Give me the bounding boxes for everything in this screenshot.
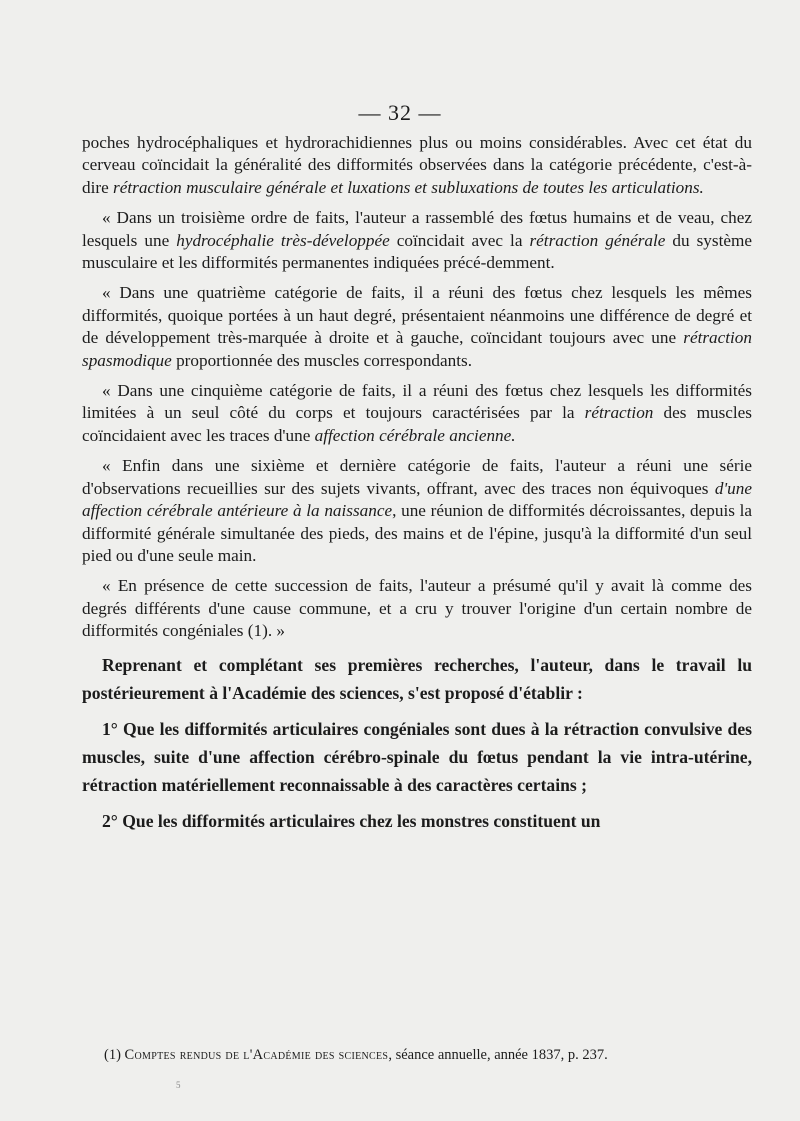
italic-text: rétraction: [584, 403, 654, 423]
paragraph-text: du système musculaire et les difformités permanentes indiquées précé-demment.: [82, 230, 752, 273]
paragraph-text: des muscles coïncidaient avec les traces d'une: [82, 403, 752, 445]
page-number: — 32 —: [358, 100, 442, 125]
italic-text: rétraction générale: [529, 230, 666, 250]
footnote-text: , séance annuelle, année 1837, p. 237.: [388, 1047, 608, 1063]
paragraph-7: Reprenant et complétant ses premières recherches, l'auteur, dans le travail lu postérieurement à l'Académie des sciences, s'est proposé d'établir :: [82, 654, 752, 703]
paragraph-text: , une réunion de difformités décroissantes, depuis la difformité générale simultanée des pieds, des mains et de l'épine, jusqu'à la difformité d'un seul pied ou d'une seule main.: [82, 501, 753, 565]
italic-text: rétraction musculaire générale et luxations et subluxations de toutes les articulations.: [113, 177, 704, 197]
paragraph-5: [82, 455, 752, 567]
paragraph-text: « Enfin dans une sixième et dernière catégorie de faits, l'auteur a réuni une série d'observations recueillies sur des sujets vivants, offrant, avec des traces non équivoques: [82, 456, 752, 498]
italic-text: hydrocéphalie très-développée: [176, 230, 390, 250]
paragraph-text: poches hydrocéphaliques et hydrorachidiennes plus ou moins considérables. Avec cet état du cerveau coïncidait la généralité des difformités observées dans la catégorie précédente, c'est-à-dire: [82, 133, 752, 197]
footnote-mark: (1): [104, 1047, 125, 1063]
paragraph-3: [82, 282, 752, 372]
paragraph-6: [82, 575, 752, 642]
paragraph-text: « En présence de cette succession de faits, l'auteur a présumé qu'il y avait là comme des degrés différents d'une cause commune, et a cru y trouver l'origine d'un certain nombre de difformités congéniales (1). »: [82, 576, 752, 641]
paragraph-4: [82, 380, 752, 447]
paragraph-text: proportionnée des muscles correspondants.: [171, 350, 472, 370]
body-text: [82, 132, 752, 843]
paragraph-9: 2° Que les difformités articulaires chez les monstres constituent un: [102, 810, 601, 831]
paragraph-text: « Dans une quatrième catégorie de faits, il a réuni des fœtus chez lesquels les mêmes difformités, quoique portées à un haut degré, présentaient néanmoins une différence de degré et de développement très-marquée à droite et à gauche, coïncidant toujours avec une: [82, 283, 752, 348]
italic-text: rétraction spasmodique: [82, 328, 752, 370]
paragraph-text: coïncidait avec la: [389, 230, 530, 250]
footnote-source: Comptes rendus de l'Académie des sciences: [124, 1047, 389, 1063]
paragraph-8: 1° Que les difformités articulaires congéniales sont dues à la rétraction convulsive des muscles, suite d'une affection cérébro-spinale du fœtus pendant la vie intra-utérine, rétraction matériellement reconnaissable à des caractères certains ;: [82, 718, 752, 795]
paragraph-2: [82, 207, 752, 274]
italic-text: d'une affection cérébrale antérieure à la naissance: [82, 478, 752, 521]
footnote: [104, 1046, 754, 1064]
signature-mark: 5: [176, 1080, 181, 1090]
paragraph-text: « Dans une cinquième catégorie de faits, il a réuni des fœtus chez lesquels les difformités limitées à un seul côté du corps et toujours caractérisées par la: [82, 381, 752, 423]
paragraph-text: « Dans un troisième ordre de faits, l'auteur a rassemblé des fœtus humains et de veau, chez lesquels une: [82, 208, 752, 250]
italic-text: affection cérébrale ancienne.: [314, 425, 516, 445]
paragraph-1: [82, 132, 752, 199]
